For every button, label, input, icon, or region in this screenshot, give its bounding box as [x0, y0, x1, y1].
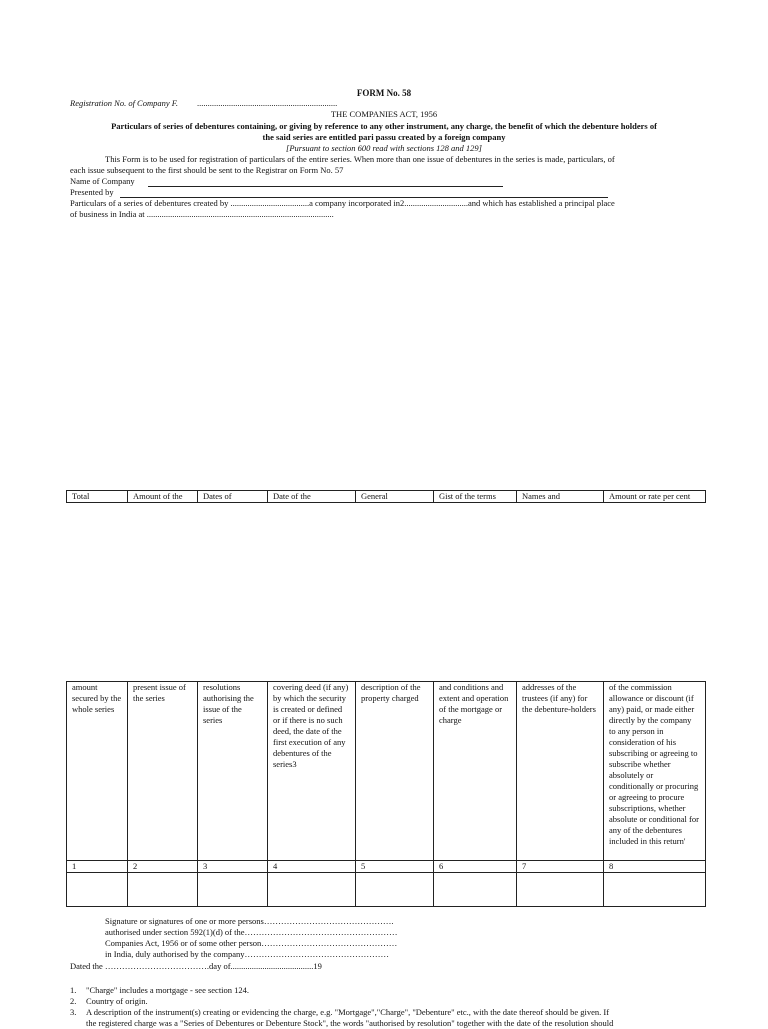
registration-label: Registration No. of Company F.	[70, 98, 178, 108]
pursuant-note: [Pursuant to section 600 read with sections 128 and 129]	[286, 143, 482, 153]
column-number: 5	[356, 861, 434, 873]
intro-line2: each issue subsequent to the first should be sent to the Registrar on Form No. 57	[70, 165, 344, 175]
cell-covering-deed: covering deed (if any) by which the security is created or defined or if there is no such deed, the date of the first execution of any debentures of the series3	[268, 682, 356, 861]
header-cell-gist: Gist of the terms	[434, 491, 517, 503]
footnote: 3. A description of the instrument(s) creating or evidencing the charge, e.g. "Mortgage","Charge", "Debenture" etc., with the date thereof should be given. If	[70, 1007, 610, 1017]
registration-dots: ..................................................................	[197, 98, 338, 108]
entry-cell[interactable]	[604, 873, 706, 907]
form-title-line2: the said series are entitled pari passu created by a foreign company	[262, 132, 506, 142]
act-title: THE COMPANIES ACT, 1956	[330, 109, 438, 119]
column-number: 3	[198, 861, 268, 873]
column-number: 2	[128, 861, 198, 873]
dated-line: Dated the ……………………………….day of.......................................19	[70, 961, 322, 971]
header-cell-rate: Amount or rate per cent	[604, 491, 706, 503]
signature-line1: Signature or signatures of one or more persons……………………………………….	[105, 916, 394, 926]
particulars-table-header	[66, 490, 706, 503]
entry-cell[interactable]	[356, 873, 434, 907]
signature-line3: Companies Act, 1956 or of some other person…………………………………………	[105, 938, 398, 948]
cell-commission: of the commission allowance or discount (if any) paid, or made either directly by the company to any person in consideration of his subscribing or agreeing to subscribe whether absolutely or conditionally or procuring or agreeing to procure subscriptions, whether absolute or conditional for any of the debentures included in this return'	[604, 682, 706, 861]
column-number: 4	[268, 861, 356, 873]
entry-cell[interactable]	[198, 873, 268, 907]
form-title-line1: Particulars of series of debentures containing, or giving by reference to any other instrument, any charge, the benefit of which the debenture holders of	[111, 121, 657, 131]
intro-line1: This Form is to be used for registration of particulars of the entire series. When more than one issue of debentures in the series is made, particulars, of	[105, 154, 615, 164]
header-cell-names: Names and	[517, 491, 604, 503]
entry-cell[interactable]	[268, 873, 356, 907]
signature-line4: in India, duly authorised by the company……………………………………………	[105, 949, 390, 959]
cell-property-description: description of the property charged	[356, 682, 434, 861]
cell-resolutions: resolutions authorising the issue of the series	[198, 682, 268, 861]
header-cell-total: Total	[67, 491, 128, 503]
signature-line2: authorised under section 592(1)(d) of the………………………………………………	[105, 927, 398, 937]
cell-amount-secured: amount secured by the whole series	[67, 682, 128, 861]
header-cell-dates: Dates of	[198, 491, 268, 503]
entry-cell[interactable]	[434, 873, 517, 907]
cell-trustees: addresses of the trustees (if any) for the debenture-holders	[517, 682, 604, 861]
cell-terms-conditions: and conditions and extent and operation of the mortgage or charge	[434, 682, 517, 861]
form-number: FORM No. 58	[356, 88, 412, 98]
footnote: 2. Country of origin.	[70, 996, 148, 1006]
cell-present-issue: present issue of the series	[128, 682, 198, 861]
particulars-table-body	[66, 681, 706, 907]
column-number: 6	[434, 861, 517, 873]
name-of-company-line	[148, 186, 503, 187]
header-cell-amount: Amount of the	[128, 491, 198, 503]
name-of-company-label: Name of Company	[70, 176, 135, 186]
footnote: the registered charge was a "Series of Debentures or Debenture Stock", the words "authorised by resolution" together with the date of the resolution should	[86, 1018, 614, 1028]
entry-cell[interactable]	[128, 873, 198, 907]
presented-by-label: Presented by	[70, 187, 114, 197]
entry-cell[interactable]	[517, 873, 604, 907]
particulars-line2: of business in India at ........................................................................................	[70, 209, 334, 219]
column-number: 7	[517, 861, 604, 873]
column-number: 8	[604, 861, 706, 873]
entry-cell[interactable]	[67, 873, 128, 907]
footnote: 1. "Charge" includes a mortgage - see section 124.	[70, 985, 250, 995]
particulars-line1: Particulars of a series of debentures created by .....................................a company incorporated in2..............................and which has established a principal place	[70, 198, 615, 208]
header-cell-general: General	[356, 491, 434, 503]
footnotes	[70, 985, 710, 1029]
column-number: 1	[67, 861, 128, 873]
header-cell-date-of: Date of the	[268, 491, 356, 503]
